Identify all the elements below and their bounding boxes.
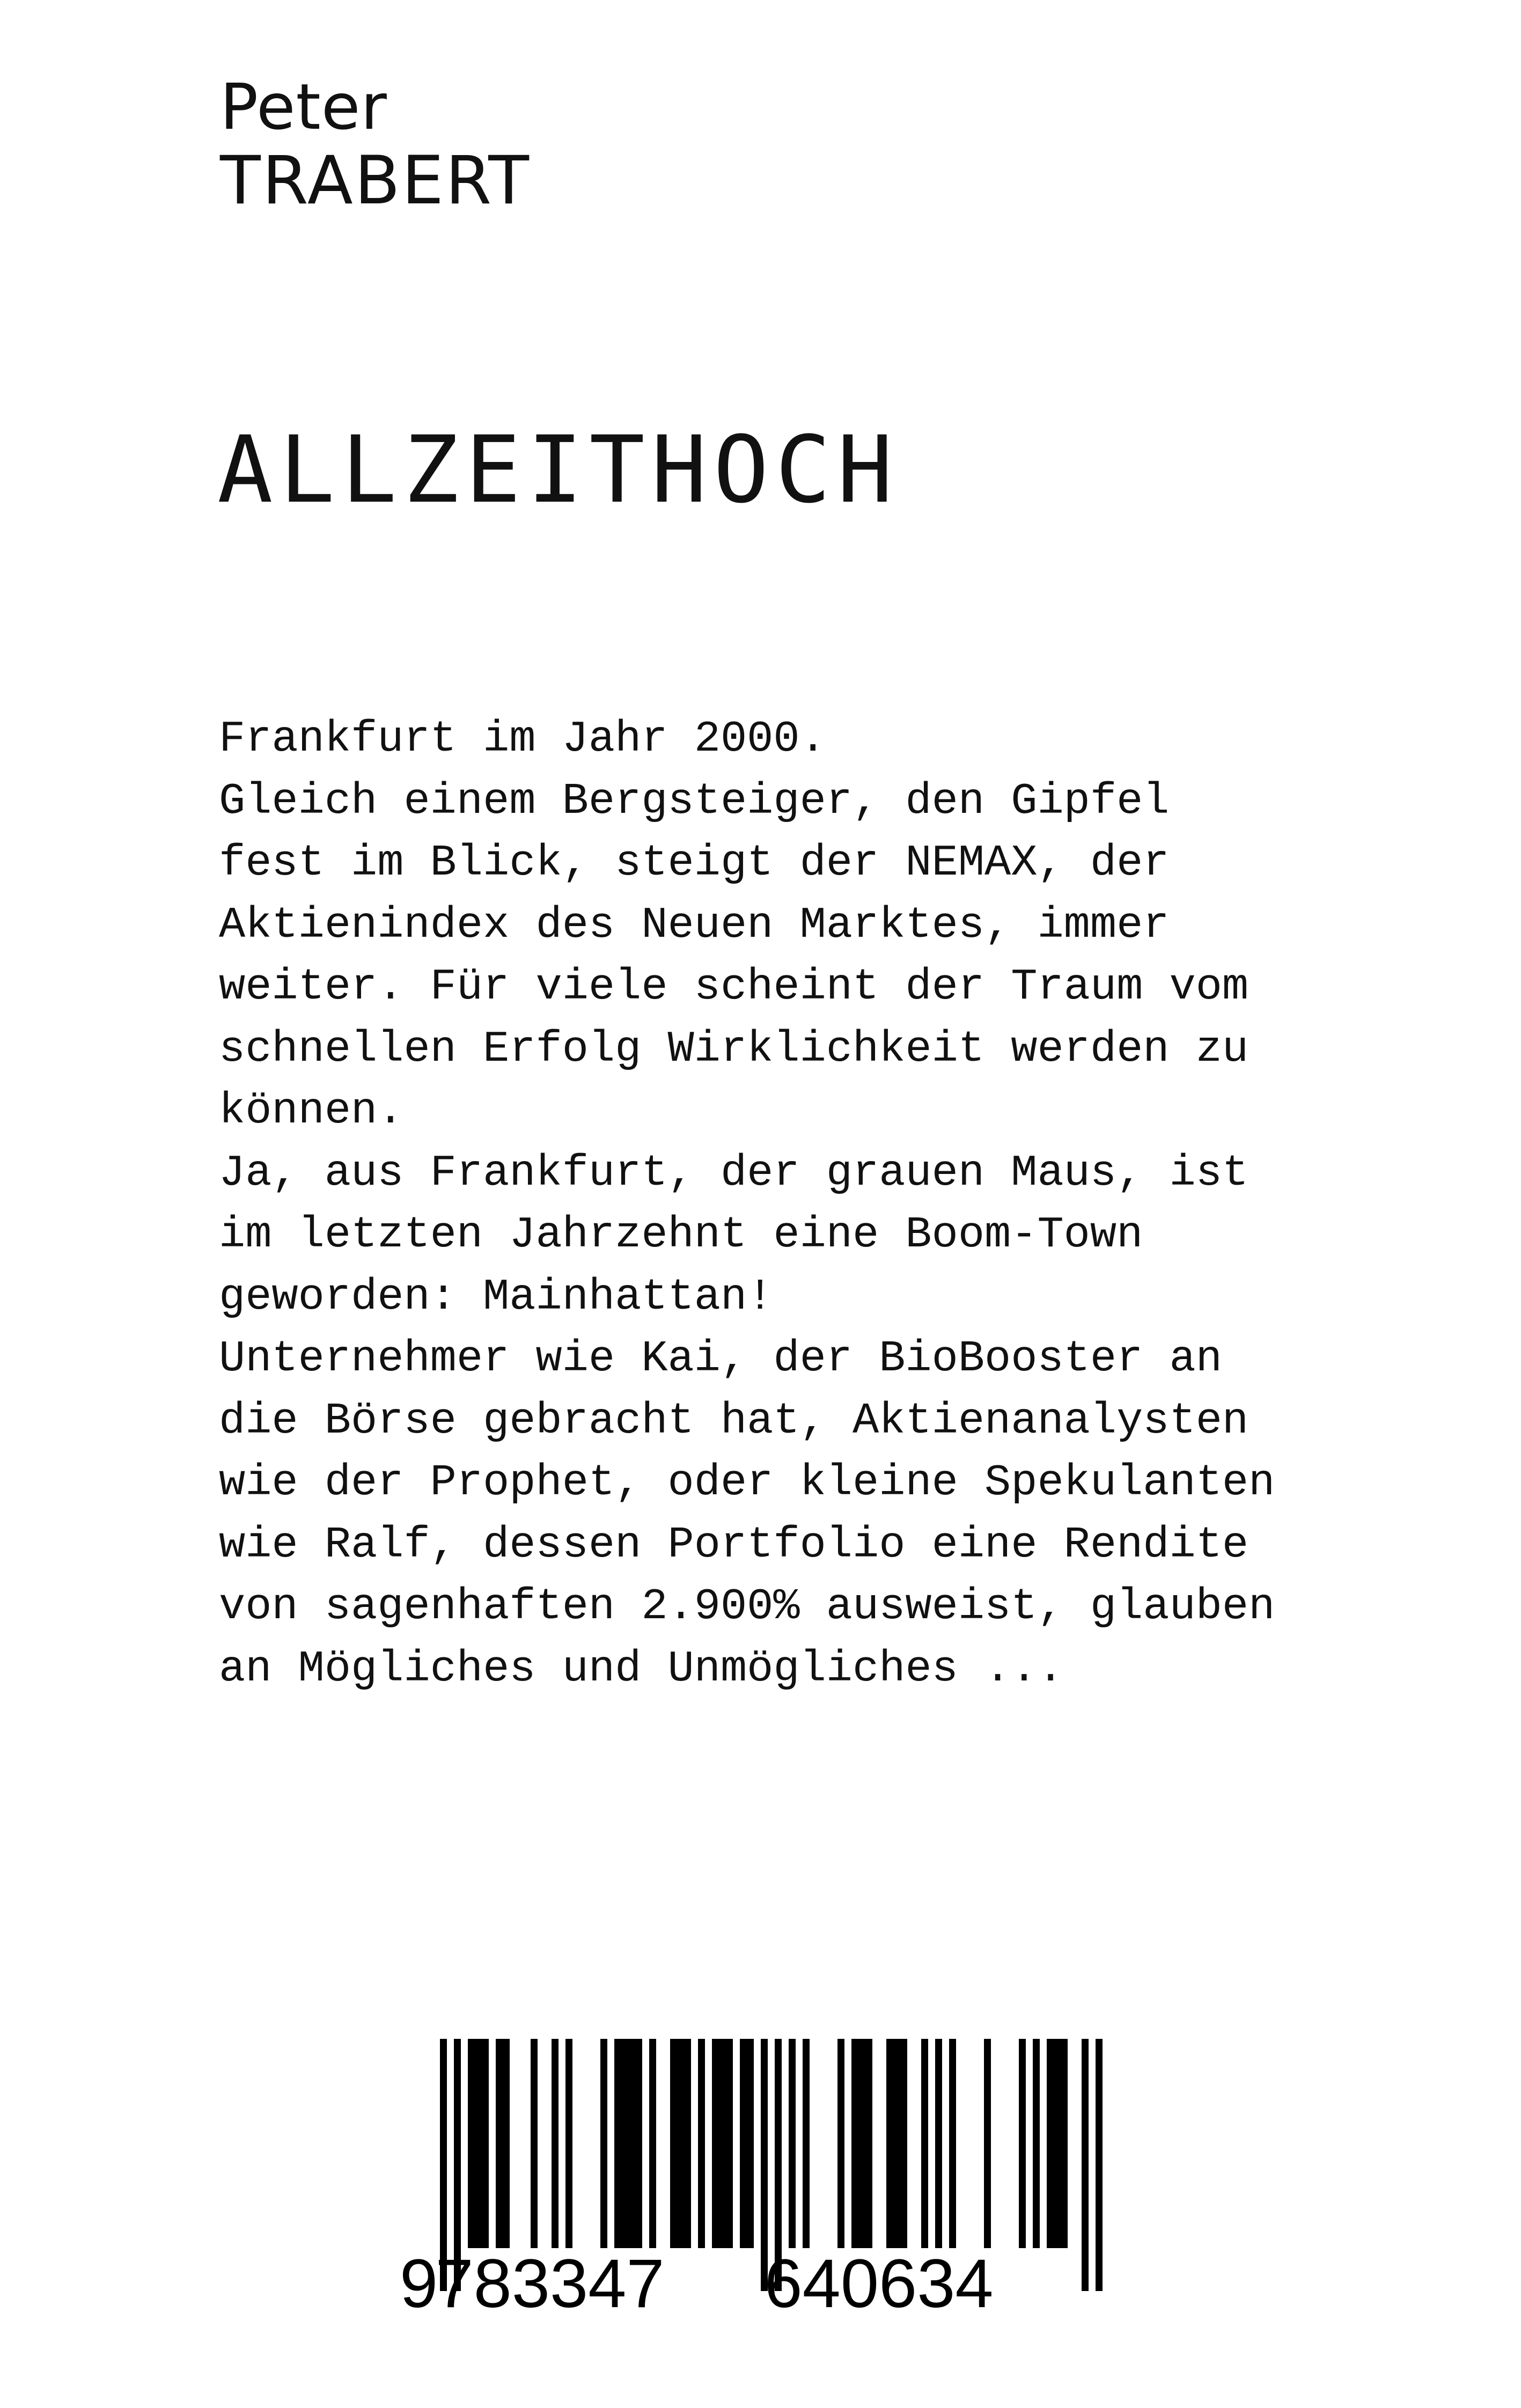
blurb-line: können. bbox=[219, 1086, 404, 1136]
barcode-bar bbox=[698, 2039, 705, 2248]
book-title: ALLZEITHOCH bbox=[217, 416, 900, 524]
barcode-bar bbox=[552, 2039, 559, 2248]
barcode-bar bbox=[921, 2039, 928, 2248]
barcode-bar bbox=[789, 2039, 796, 2248]
blurb-line: von sagenhaften 2.900% ausweist, glauben bbox=[219, 1582, 1275, 1632]
blurb-line: wie Ralf, dessen Portfolio eine Rendite bbox=[219, 1519, 1249, 1570]
barcode-bar bbox=[468, 2039, 475, 2248]
barcode-bar bbox=[1061, 2039, 1068, 2248]
blurb-line: weiter. Für viele scheint der Traum vom bbox=[219, 962, 1249, 1012]
blurb-line: im letzten Jahrzehnt eine Boom-Town bbox=[219, 1210, 1143, 1260]
barcode-bar bbox=[719, 2039, 726, 2248]
blurb-line: wie der Prophet, oder kleine Spekulanten bbox=[219, 1458, 1275, 1508]
barcode-bar bbox=[712, 2039, 719, 2248]
author-last-name: TRABERT bbox=[220, 142, 531, 219]
blurb-line: Frankfurt im Jahr 2000. bbox=[219, 714, 826, 764]
barcode-bar bbox=[628, 2039, 635, 2248]
blurb-line: an Mögliches und Unmögliches ... bbox=[219, 1643, 1064, 1694]
blurb-line: geworden: Mainhattan! bbox=[219, 1272, 774, 1322]
barcode-guard-bar bbox=[1082, 2039, 1089, 2291]
blurb-text bbox=[219, 708, 1319, 1700]
barcode-bar bbox=[1047, 2039, 1054, 2248]
barcode-bar bbox=[747, 2039, 754, 2248]
barcode-right-digits: 640634 bbox=[764, 2245, 994, 2318]
barcode-bar bbox=[851, 2039, 858, 2248]
barcode-bar bbox=[1019, 2039, 1026, 2248]
barcode-bar bbox=[949, 2039, 956, 2248]
barcode-bar bbox=[670, 2039, 677, 2248]
barcode-first-digit: 9 bbox=[400, 2245, 438, 2318]
barcode-bar bbox=[677, 2039, 684, 2248]
barcode-bar bbox=[858, 2039, 865, 2248]
isbn-barcode bbox=[376, 2039, 1127, 2318]
barcode-bar bbox=[726, 2039, 733, 2248]
barcode-bar bbox=[475, 2039, 482, 2248]
blurb-line: schnellen Erfolg Wirklichkeit werden zu bbox=[219, 1024, 1249, 1074]
barcode-bar bbox=[503, 2039, 510, 2248]
barcode-bar bbox=[886, 2039, 893, 2248]
blurb-line: Gleich einem Bergsteiger, den Gipfel bbox=[219, 776, 1170, 826]
barcode-bar bbox=[837, 2039, 844, 2248]
blurb-line: Unternehmer wie Kai, der BioBooster an bbox=[219, 1334, 1222, 1384]
blurb-line: Aktienindex des Neuen Marktes, immer bbox=[219, 900, 1170, 950]
blurb-line: fest im Blick, steigt der NEMAX, der bbox=[219, 838, 1170, 888]
barcode-bar bbox=[635, 2039, 642, 2248]
barcode-bar bbox=[482, 2039, 489, 2248]
barcode-guard-bar bbox=[1096, 2039, 1103, 2291]
barcode-bar bbox=[614, 2039, 621, 2248]
blurb-line: die Börse gebracht hat, Aktienanalysten bbox=[219, 1396, 1249, 1446]
barcode-left-digits: 783347 bbox=[435, 2245, 665, 2318]
barcode-bar bbox=[1033, 2039, 1040, 2248]
barcode-bar bbox=[621, 2039, 628, 2248]
barcode-bar bbox=[935, 2039, 942, 2248]
blurb-line: Ja, aus Frankfurt, der grauen Maus, ist bbox=[219, 1148, 1249, 1198]
barcode-bar bbox=[565, 2039, 572, 2248]
barcode-bar bbox=[600, 2039, 607, 2248]
barcode-bar bbox=[865, 2039, 872, 2248]
author-first-name: Peter bbox=[220, 70, 387, 144]
barcode-bar bbox=[803, 2039, 810, 2248]
barcode-bar bbox=[531, 2039, 538, 2248]
barcode-bar bbox=[684, 2039, 691, 2248]
barcode-bar bbox=[984, 2039, 991, 2248]
barcode-bar bbox=[900, 2039, 907, 2248]
barcode-bar bbox=[649, 2039, 656, 2248]
barcode-bar bbox=[893, 2039, 900, 2248]
barcode-bar bbox=[1054, 2039, 1061, 2248]
barcode-bar bbox=[496, 2039, 503, 2248]
barcode-bar bbox=[740, 2039, 747, 2248]
